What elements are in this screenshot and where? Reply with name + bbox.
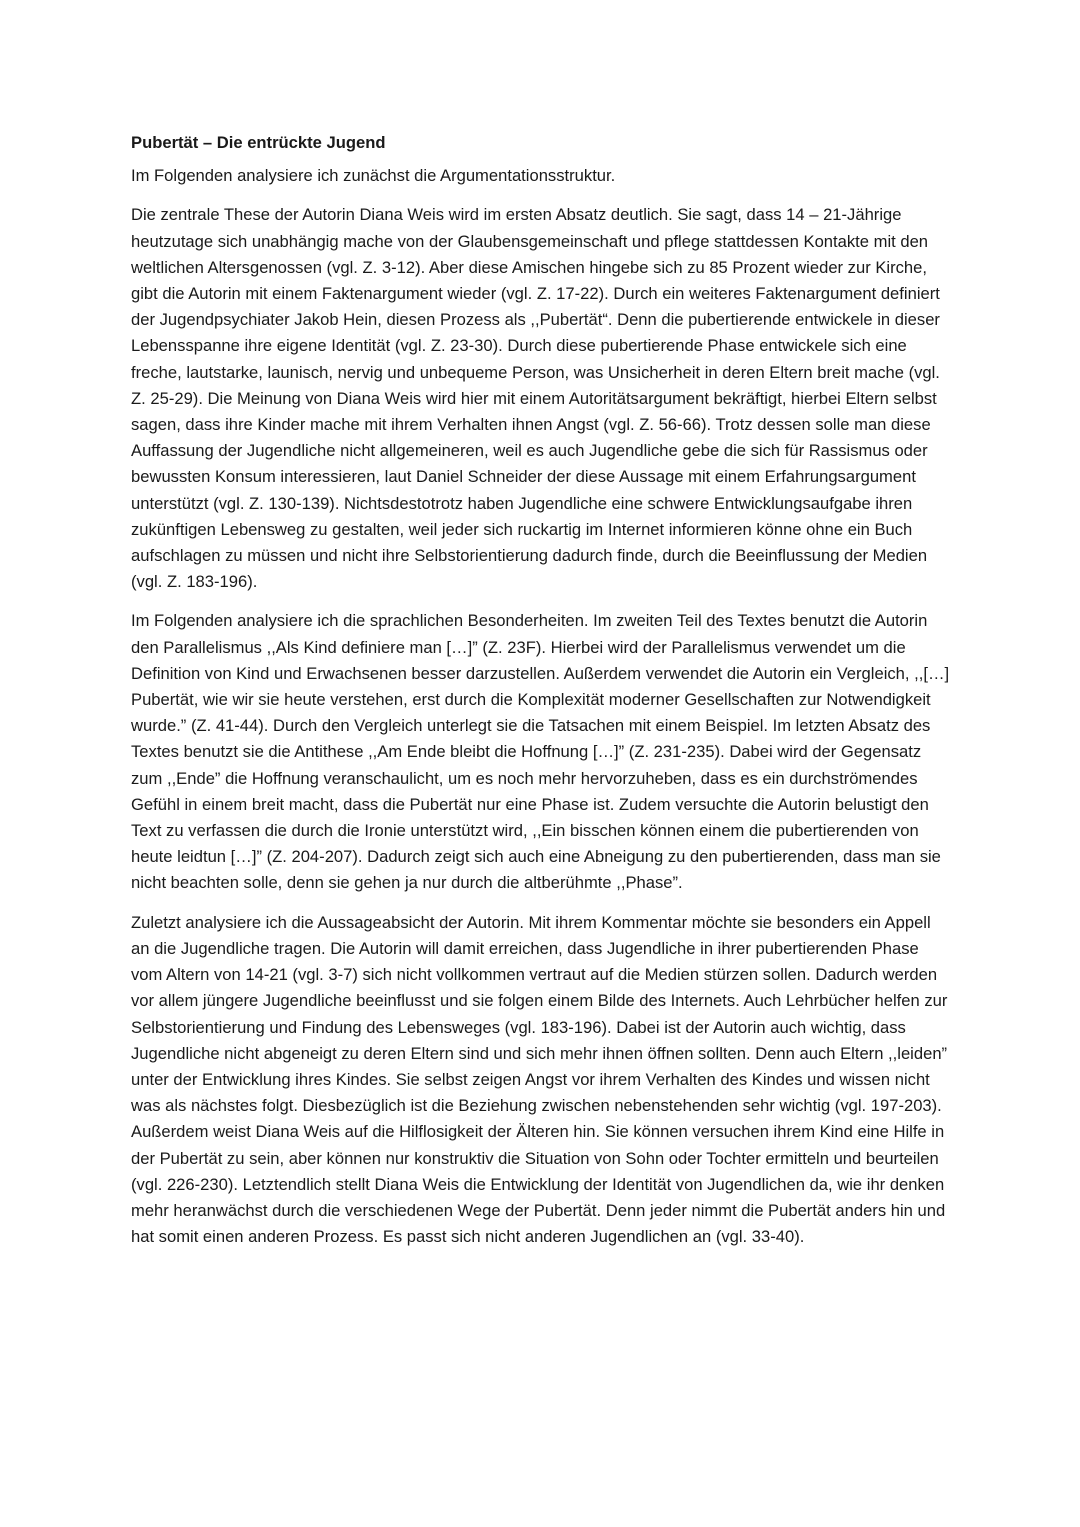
paragraph-intention: Zuletzt analysiere ich die Aussageabsicht der Autorin. Mit ihrem Kommentar möchte sie besonders ein Appell an die Jugendliche tragen. Die Autorin will damit erreichen, dass Jugendliche in ihrer pubertierenden Phase vom Altern von 14-21 (vgl. 3-7) sich nicht vollkommen vertraut auf die Medien stürzen sollen. Dadurch werden vor allem jüngere Jugendliche beeinflusst und sie folgen einem Bilde des Internets. Auch Lehrbücher helfen zur Selbstorientierung und Findung des Lebensweges (vgl. 183-196). Dabei ist der Autorin auch wichtig, dass Jugendliche nicht abgeneigt zu deren Eltern sind und sich mehr ihnen öffnen sollten. Denn auch Eltern ,,leiden” unter der Entwicklung ihres Kindes. Sie selbst zeigen Angst vor ihrem Verhalten des Kindes und wissen nicht was als nächstes folgt. Diesbezüglich ist die Beziehung zwischen nebenstehenden sehr wichtig (vgl. 197-203). Außerdem weist Diana Weis auf die Hilflosigkeit der Älteren hin. Sie können versuchen ihrem Kind eine Hilfe in der Pubertät zu sein, aber können nur konstruktiv die Situation von Sohn oder Tochter ermitteln und beurteilen (vgl. 226-230). Letztendlich stellt Diana Weis die Entwicklung der Identität von Jugendlichen da, wie ihr denken mehr heranwächst durch die verschiedenen Wege der Pubertät. Denn jeder nimmt die Pubertät anders hin und hat somit einen anderen Prozess. Es passt sich nicht anderen Jugendlichen an (vgl. 33-40). [131, 912, 948, 1247]
document-title: Pubertät – Die entrückte Jugend [131, 133, 386, 152]
document-page [131, 130, 953, 1263]
paragraph-intro: Im Folgenden analysiere ich zunächst die Argumentationsstruktur. [131, 166, 616, 186]
paragraph-argumentation: Die zentrale These der Autorin Diana Weis wird im ersten Absatz deutlich. Sie sagt, dass 14 – 21-Jährige heutzutage sich unabhängig mache von der Glaubensgemeinschaft und pflege stattdessen Kontakte mit den weltlichen Altersgenossen (vgl. Z. 3-12). Aber diese Amischen hingebe sich zu 85 Prozent wieder zur Kirche, gibt die Autorin mit einem Faktenargument wieder (vgl. Z. 17-22). Durch ein weiteres Faktenargument definiert der Jugendpsychiater Jakob Hein, diesen Prozess als ,,Pubertät“. Denn die pubertierende entwickele in dieser Lebensspanne ihre eigene Identität (vgl. Z. 23-30). Durch diese pubertierende Phase entwickele sich eine freche, lautstarke, launisch, nervig und unbequeme Person, was Unsicherheit in deren Eltern breit mache (vgl. Z. 25-29). Die Meinung von Diana Weis wird hier mit einem Autoritätsargument bekräftigt, hierbei Eltern selbst sagen, dass ihre Kinder mache mit ihrem Verhalten ihnen Angst (vgl. Z. 56-66). Trotz dessen solle man diese Auffassung der Jugendliche nicht allgemeineren, weil es auch Jugendliche gebe die sich für Rassismus oder bewussten Konsum interessieren, laut Daniel Schneider der diese Aussage mit einem Erfahrungsargument unterstützt (vgl. Z. 130-139). Nichtsdestotrotz haben Jugendliche eine schwere Entwicklungsaufgabe ihren zukünftigen Lebensweg zu gestalten, weil jeder sich ruckartig im Internet informieren könne ohne ein Buch aufschlagen zu müssen und nicht ihre Selbstorientierung dadurch finde, durch die Beeinflussung der Medien (vgl. Z. 183-196). [131, 205, 940, 592]
paragraph-language: Im Folgenden analysiere ich die sprachlichen Besonderheiten. Im zweiten Teil des Textes benutzt die Autorin den Parallelismus ,,Als Kind definiere man […]” (Z. 23F). Hierbei wird der Parallelismus verwendet um die Definition von Kind und Erwachsenen besser darzustellen. Außerdem verwendet die Autorin ein Vergleich, ,,[…] Pubertät, wie wir sie heute verstehen, erst durch die Komplexität moderner Gesellschaften zur Notwendigkeit wurde.” (Z. 41-44). Durch den Vergleich unterlegt sie die Tatsachen mit einem Beispiel. Im letzten Absatz des Textes benutzt sie die Antithese ,,Am Ende bleibt die Hoffnung […]” (Z. 231-235). Dabei wird der Gegensatz zum ,,Ende” die Hoffnung veranschaulicht, um es noch mehr hervorzuheben, dass es ein durchströmendes Gefühl in einem breit macht, dass die Pubertät nur eine Phase ist. Zudem versuchte die Autorin belustigt den Text zu verfassen die durch die Ironie unterstützt wird, ,,Ein bisschen können einem die pubertierenden von heute leidtun […]” (Z. 204-207). Dadurch zeigt sich auch eine Abneigung zu den pubertierenden, dass man sie nicht beachten solle, denn sie gehen ja nur durch die altberühmte ,,Phase”. [131, 611, 950, 893]
